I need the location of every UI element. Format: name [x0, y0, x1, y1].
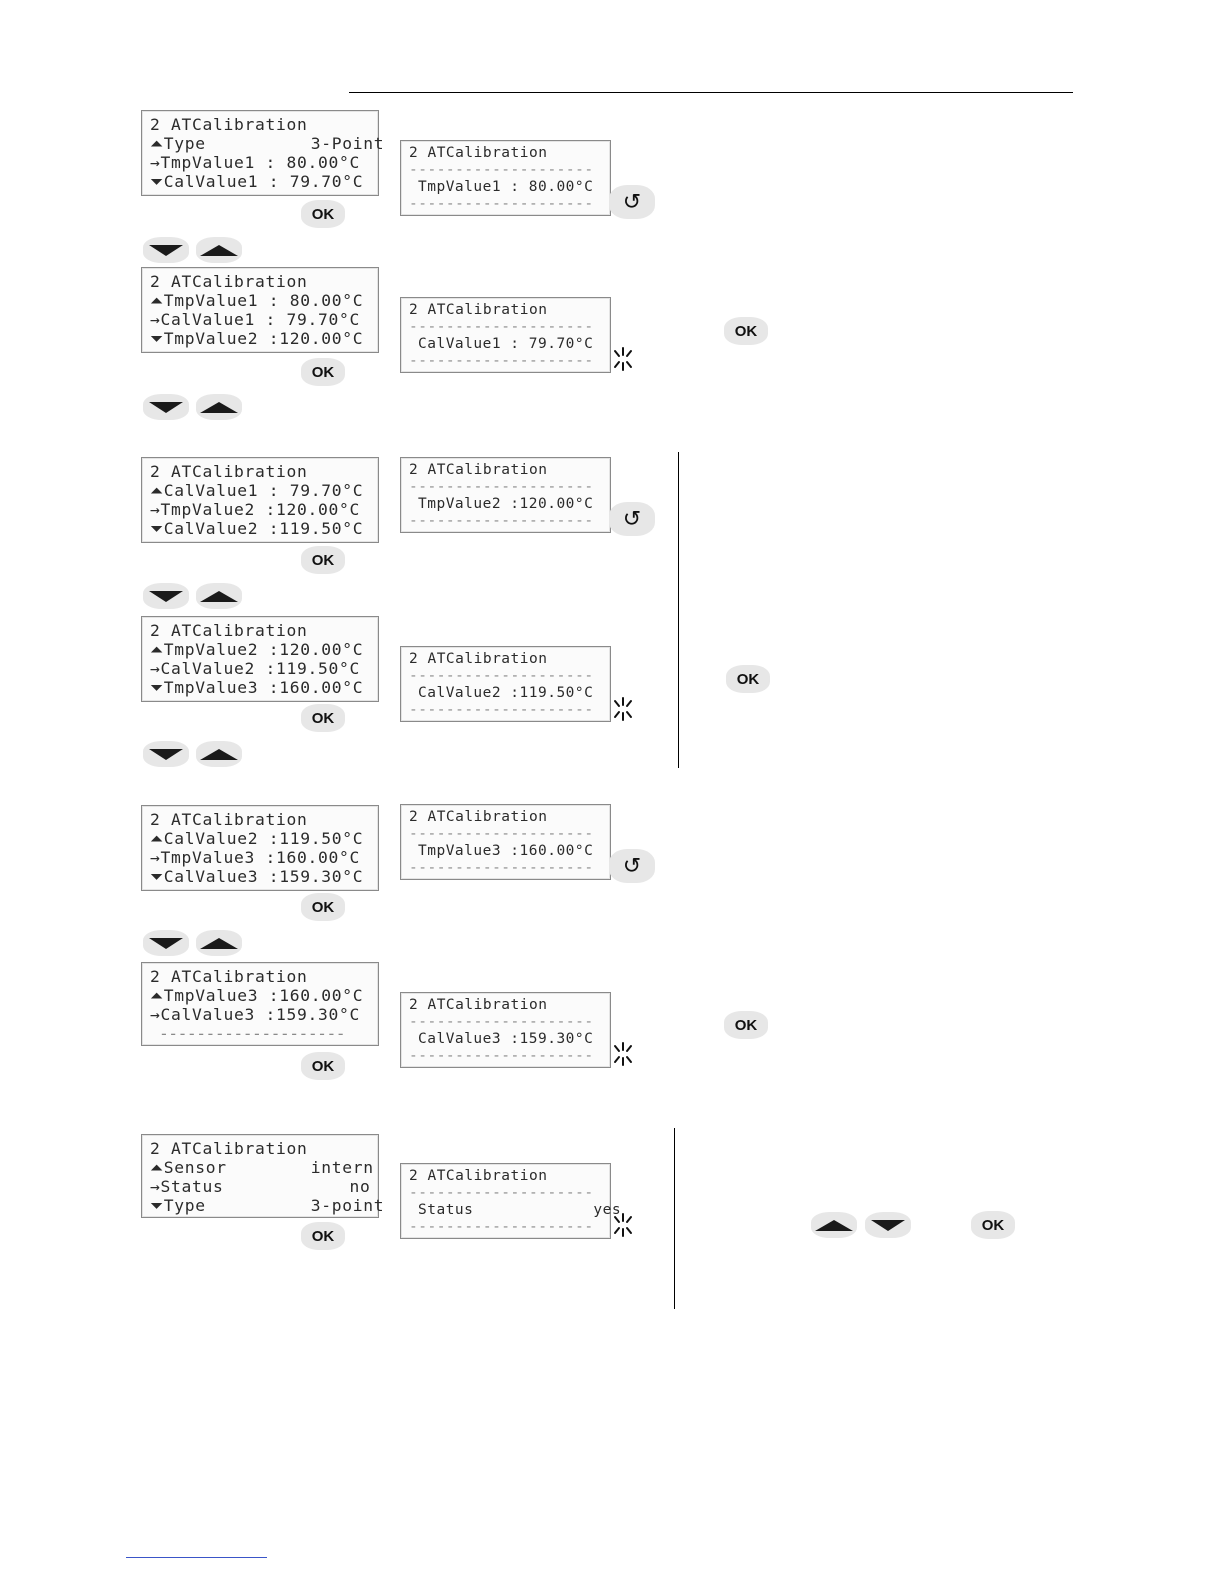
up-arrow-icon: [200, 245, 238, 256]
lcd-dash-line: --------------------: [409, 1219, 594, 1235]
lcd-edit: [400, 457, 611, 533]
ok-button[interactable]: OK: [301, 200, 345, 228]
lcd-dash-line: --------------------: [409, 668, 594, 684]
lcd-dash-line: --------------------: [159, 1024, 346, 1043]
lcd-menu: [141, 457, 379, 543]
lcd-line: 2 ATCalibration: [150, 967, 308, 986]
lcd-line: 2 ATCalibration: [409, 809, 548, 825]
lcd-line: →TmpValue2 :120.00°C: [150, 500, 361, 519]
lcd-line: ⏶Sensor intern: [150, 1158, 374, 1177]
lcd-menu: [141, 805, 379, 891]
lcd-line: 2 ATCalibration: [150, 621, 308, 640]
lcd-dash-line: --------------------: [409, 1014, 594, 1030]
down-button[interactable]: [143, 741, 189, 767]
lcd-menu: [141, 110, 385, 196]
lcd-dash-line: --------------------: [409, 353, 594, 369]
up-button[interactable]: [811, 1212, 857, 1238]
lcd-line: →CalValue2 :119.50°C: [150, 659, 361, 678]
lcd-dash-line: --------------------: [409, 860, 594, 876]
lcd-menu: [141, 962, 379, 1046]
lcd-edit: [400, 804, 611, 880]
lcd-line: 2 ATCalibration: [409, 997, 548, 1013]
up-button[interactable]: [196, 583, 242, 609]
s2-edit-desc-cell: [393, 452, 1103, 610]
lcd-line: ⏷TmpValue3 :160.00°C: [150, 678, 364, 697]
lcd-edit: [400, 1163, 622, 1239]
lcd-dash-line: --------------------: [409, 162, 594, 178]
s2b-menu-cell: [134, 610, 393, 768]
lcd-line: ⏶TmpValue1 : 80.00°C: [150, 291, 364, 310]
lcd-line: 2 ATCalibration: [150, 115, 308, 134]
s3-edit-cell: [393, 799, 679, 957]
footer-link-rule: [126, 1557, 267, 1558]
rotate-icon: ↺: [609, 849, 655, 883]
up-button[interactable]: [196, 394, 242, 420]
lcd-line: CalValue3 :159.30°C: [418, 1031, 594, 1047]
header-rule: [349, 92, 1073, 93]
lcd-menu: [141, 1134, 385, 1218]
spacer-cell: [134, 768, 393, 799]
lcd-line: ⏷CalValue1 : 79.70°C: [150, 172, 364, 191]
spacer-cell: [393, 421, 1103, 452]
spacer-cell: [393, 768, 1103, 799]
lcd-menu: [141, 616, 379, 702]
column-divider: [678, 452, 679, 610]
down-button[interactable]: [143, 394, 189, 420]
s3-desc-cell: [679, 799, 1103, 957]
lcd-dash-line: --------------------: [409, 1048, 594, 1064]
down-arrow-icon: [149, 245, 183, 256]
down-arrow-icon: [149, 938, 183, 949]
spacer-cell: [134, 1092, 393, 1128]
up-arrow-icon: [200, 938, 238, 949]
down-button[interactable]: [865, 1212, 911, 1238]
lcd-line: Status yes: [418, 1202, 622, 1218]
blink-icon: [612, 1041, 634, 1067]
lcd-line: 2 ATCalibration: [409, 1168, 548, 1184]
spacer-cell: [393, 1092, 1103, 1128]
ok-button[interactable]: OK: [301, 358, 345, 386]
blink-icon: [612, 346, 634, 372]
s2-menu-cell: [134, 452, 393, 610]
ok-button[interactable]: OK: [301, 1052, 345, 1080]
lcd-edit: [400, 140, 611, 216]
s1-menu-cell: [134, 104, 393, 421]
up-button[interactable]: [196, 741, 242, 767]
lcd-dash-line: --------------------: [409, 196, 594, 212]
rotate-icon: ↺: [609, 185, 655, 219]
up-arrow-icon: [815, 1220, 853, 1231]
lcd-line: →CalValue3 :159.30°C: [150, 1005, 361, 1024]
ok-button[interactable]: OK: [301, 1222, 345, 1250]
s3-menu-cell: [134, 799, 393, 957]
down-arrow-icon: [871, 1220, 905, 1231]
s3b-menu-cell: [134, 957, 393, 1092]
ok-button[interactable]: OK: [301, 893, 345, 921]
down-arrow-icon: [149, 402, 183, 413]
lcd-line: CalValue2 :119.50°C: [418, 685, 594, 701]
lcd-dash-line: --------------------: [409, 513, 594, 529]
s1-desc-cell: [679, 104, 1103, 421]
up-arrow-icon: [200, 749, 238, 760]
lcd-line: →TmpValue1 : 80.00°C: [150, 153, 361, 172]
lcd-line: 2 ATCalibration: [150, 810, 308, 829]
down-arrow-icon: [149, 591, 183, 602]
ok-button[interactable]: OK: [724, 1011, 768, 1039]
down-arrow-icon: [149, 749, 183, 760]
lcd-line: TmpValue3 :160.00°C: [418, 843, 594, 859]
down-button[interactable]: [143, 583, 189, 609]
lcd-line: →TmpValue3 :160.00°C: [150, 848, 361, 867]
ok-button[interactable]: OK: [724, 317, 768, 345]
blink-icon: [612, 696, 634, 722]
s1-edit-cell: [393, 104, 679, 421]
lcd-dash-line: --------------------: [409, 479, 594, 495]
down-button[interactable]: [143, 237, 189, 263]
lcd-edit: [400, 297, 611, 373]
blink-icon: [612, 1212, 634, 1238]
calibration-steps-table: [134, 104, 1103, 1309]
lcd-line: 2 ATCalibration: [409, 145, 548, 161]
lcd-line: ⏶CalValue1 : 79.70°C: [150, 481, 364, 500]
lcd-line: ⏶CalValue2 :119.50°C: [150, 829, 364, 848]
down-button[interactable]: [143, 930, 189, 956]
rotate-icon: ↺: [609, 502, 655, 536]
lcd-line: ⏶TmpValue3 :160.00°C: [150, 986, 364, 1005]
lcd-dash-line: --------------------: [409, 1185, 594, 1201]
up-arrow-icon: [200, 402, 238, 413]
lcd-line: ⏷TmpValue2 :120.00°C: [150, 329, 364, 348]
s3b-desc-cell: [679, 957, 1103, 1092]
spacer-cell: [134, 421, 393, 452]
lcd-line: CalValue1 : 79.70°C: [418, 336, 594, 352]
s4-desc-cell: [674, 1128, 1103, 1309]
lcd-line: ⏶Type 3-Point: [150, 134, 385, 153]
lcd-line: 2 ATCalibration: [150, 1139, 308, 1158]
lcd-dash-line: --------------------: [409, 319, 594, 335]
lcd-line: ⏷CalValue2 :119.50°C: [150, 519, 364, 538]
s4-edit-cell: [393, 1128, 674, 1309]
lcd-line: 2 ATCalibration: [150, 272, 308, 291]
column-divider: [678, 610, 679, 768]
lcd-edit: [400, 992, 611, 1068]
lcd-line: 2 ATCalibration: [409, 462, 548, 478]
s3b-edit-cell: [393, 957, 679, 1092]
lcd-dash-line: --------------------: [409, 702, 594, 718]
lcd-line: 2 ATCalibration: [150, 462, 308, 481]
up-button[interactable]: [196, 930, 242, 956]
lcd-line: ⏷CalValue3 :159.30°C: [150, 867, 364, 886]
lcd-line: →CalValue1 : 79.70°C: [150, 310, 361, 329]
lcd-line: ⏷Type 3-point: [150, 1196, 385, 1215]
lcd-line: 2 ATCalibration: [409, 302, 548, 318]
lcd-line: 2 ATCalibration: [409, 651, 548, 667]
lcd-edit: [400, 646, 611, 722]
up-button[interactable]: [196, 237, 242, 263]
lcd-line: ⏶TmpValue2 :120.00°C: [150, 640, 364, 659]
lcd-dash-line: --------------------: [409, 826, 594, 842]
lcd-line: TmpValue2 :120.00°C: [418, 496, 594, 512]
s4-menu-cell: [134, 1128, 393, 1309]
ok-button[interactable]: OK: [301, 546, 345, 574]
ok-button[interactable]: OK: [971, 1211, 1015, 1239]
s2b-edit-desc-cell: [393, 610, 1103, 768]
lcd-menu: [141, 267, 379, 353]
lcd-line: TmpValue1 : 80.00°C: [418, 179, 594, 195]
ok-button[interactable]: OK: [301, 704, 345, 732]
up-arrow-icon: [200, 591, 238, 602]
lcd-line: →Status no: [150, 1177, 371, 1196]
ok-button[interactable]: OK: [726, 665, 770, 693]
